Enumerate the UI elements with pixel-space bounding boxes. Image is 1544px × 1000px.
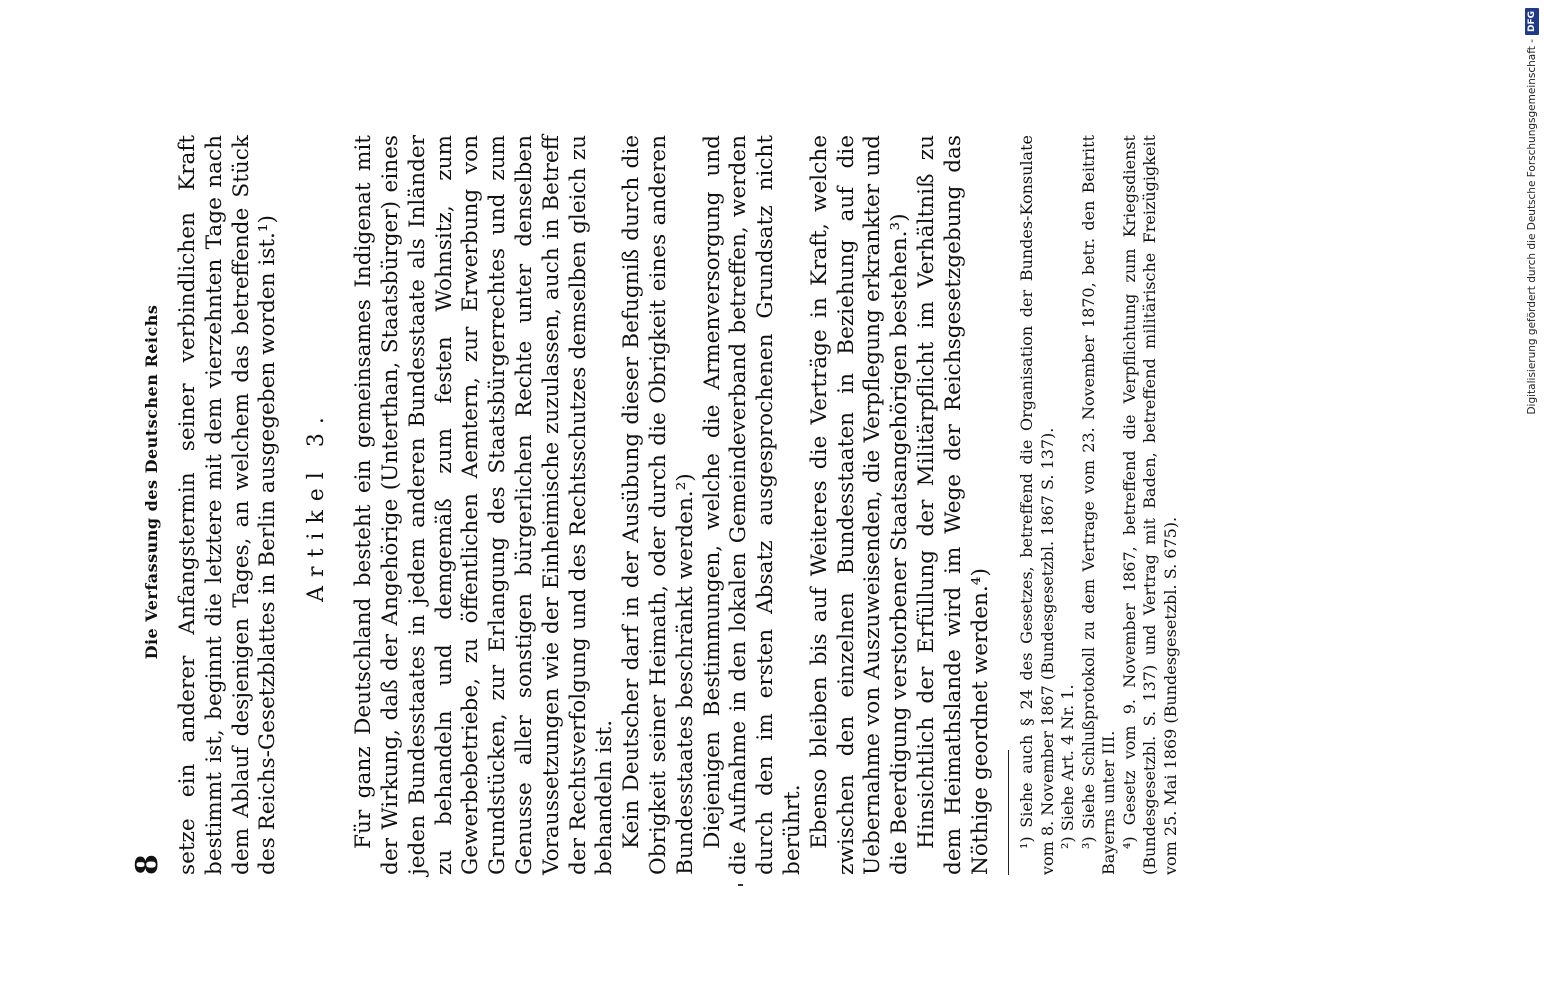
dfg-logo-icon: DFG bbox=[1525, 8, 1539, 35]
dfg-stamp bbox=[1521, 8, 1543, 415]
footnote-divider bbox=[1008, 750, 1009, 875]
footnote-1: ¹) Siehe auch § 24 des Gesetzes, betreffend die Organisation der Bundes-Konsulate vom 8. November 1867 (Bundesgesetzbl. 1867 S. 137). bbox=[1017, 135, 1057, 875]
running-title: Die Verfassung des Deutschen Reichs bbox=[142, 304, 161, 660]
dfg-stamp-inner bbox=[1521, 8, 1543, 415]
page-header bbox=[130, 135, 165, 875]
dfg-stamp-text: Digitalisierung gefördert durch die Deutsche Forschungsgemeinschaft - bbox=[1526, 39, 1538, 415]
article-paragraph-2: Kein Deutscher darf in der Ausübung dieser Befugniß durch die Obrigkeit seiner Heimath, oder durch die Obrigkeit eines anderen Bundesstaates beschränkt werden.²) bbox=[619, 135, 698, 875]
footnote-2: ²) Siehe Art. 4 Nr. 1. bbox=[1058, 684, 1078, 849]
footnote-3: ³) Siehe Schlußprotokoll zu dem Vertrage vom 23. November 1870, betr. den Beitritt Bayerns unter III. bbox=[1078, 135, 1119, 875]
article-paragraph-3: Diejenigen Bestimmungen, welche die Armenversorgung und die Aufnahme in den lokalen Gemeindeverband betreffen, werden durch den im ersten Absatz ausgesprochenen Grundsatz nicht berührt. bbox=[699, 135, 805, 875]
article-heading: Artikel 3. bbox=[304, 408, 330, 602]
page-number: 8 bbox=[130, 854, 165, 875]
page-content bbox=[130, 135, 1181, 875]
intro-paragraph: setze ein anderer Anfangstermin seiner verbindlichen Kraft bestimmt ist, beginnt die letztere mit dem vierzehnten Tage nach dem Ablauf desjenigen Tages, an welchem das betreffende Stück des Reichs-Gesetzblattes in Berlin ausgegeben worden ist.¹) bbox=[175, 135, 281, 875]
article-paragraph-4: Ebenso bleiben bis auf Weiteres die Verträge in Kraft, welche zwischen den einzelnen Bundesstaaten in Beziehung auf die Uebernahme von Auszuweisenden, die Verpflegung erkrankter und die Beerdigung verstorbener Staatsangehörigen bestehen.³) bbox=[806, 135, 913, 875]
article-paragraph-5: Hinsichtlich der Erfüllung der Militärpflicht im Verhältniß zu dem Heimathslande wird im Wege der Reichsgesetzgebung das Nöthige geordnet werden.⁴) bbox=[913, 135, 993, 875]
article-paragraph-1: Für ganz Deutschland besteht ein gemeinsames Indigenat mit der Wirkung, daß der Angehörige (Unterthan, Staatsbürger) eines jeden Bundesstaates in jedem anderen Bundesstaate als Inländer zu behandeln und demgemäß zum festen Wohnsitz, zum Gewerbebetriebe, zu öffentlichen Aemtern, zur Erwerbung von Grundstücken, zur Erlangung des Staatsbürgerrechtes und zum Genusse aller sonstigen bürgerlichen Rechte unter denselben Voraussetzungen wie der Einheimische zuzulassen, auch in Betreff der Rechtsverfolgung und des Rechtsschutzes demselben gleich zu behandeln ist. bbox=[351, 135, 618, 875]
footnote-4: ⁴) Gesetz vom 9. November 1867, betreffend die Verpflichtung zum Kriegsdienst (Bundesgesetzbl. S. 137) und Vertrag mit Baden, betreffend militärische Freizügigkeit vom 25. Mai 1869 (Bundesgesetzbl. S. 675). bbox=[1119, 135, 1180, 875]
scan-speck bbox=[738, 884, 743, 886]
